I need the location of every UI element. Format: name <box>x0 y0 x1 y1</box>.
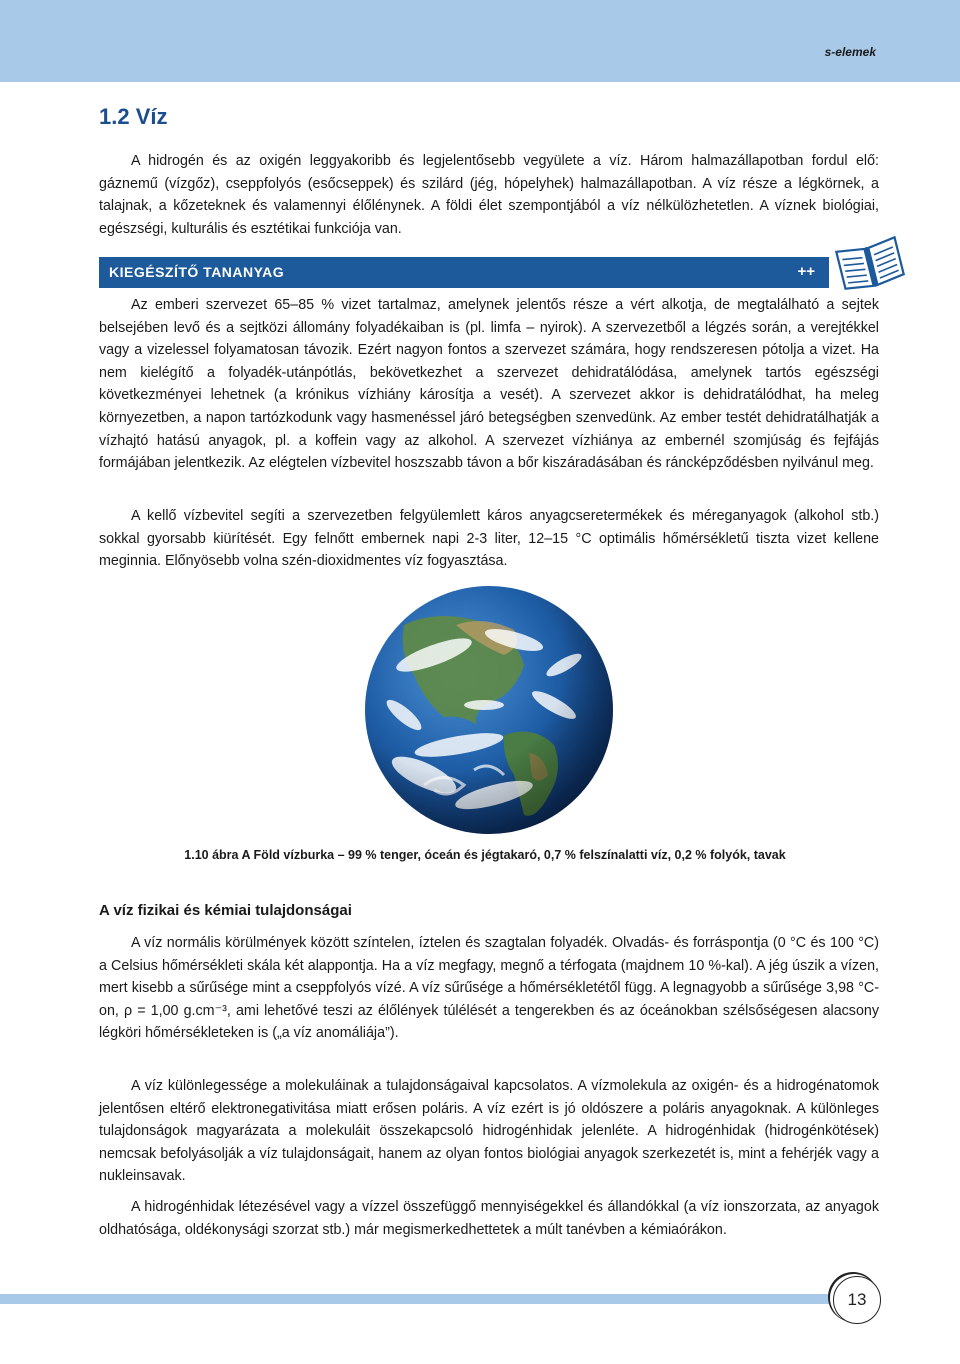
subsection-heading: A víz fizikai és kémiai tulajdonságai <box>99 902 352 919</box>
section-title: 1.2 Víz <box>99 104 168 129</box>
supplement-text-2: A kellő vízbevitel segíti a szervezetben felgyülemlett káros anyagcseretermékek és méreganyagok (alkohol stb.) sokkal gyorsabb kiürítését. Egy felnőtt embernek napi 2-3 liter, 12–15 °C optimális hőmérsékletű tiszta vizet kellene meginnia. Előnyösebb volna szén-dioxidmentes víz fogyasztása. <box>99 508 879 570</box>
physics-text-1: A víz normális körülmények között színtelen, íztelen és szagtalan folyadék. Olvadás- és forráspontja (0 °C és 100 °C) a Celsius hőmérsékleti skála két alappontja. Ha a víz megfagy, megnő a térfogata (majdnem 10 %-kal). A jég úszik a vízen, mert kisebb a sűrűsége mint a cseppfolyós vízé. A víz sűrűsége a hőmérsékletétől függ. A legnagyobb a sűrűsége 3,98 °C-on, ρ = 1,00 g.cm⁻³, ami lehetővé teszi az élőlények túlélését a tengerekben és az óceánokban szélsőségesen alacsony légköri hőmérsékleteken is („a víz anomáliája”). <box>99 935 879 1042</box>
page-number: 13 <box>847 1290 867 1309</box>
physics-text-3: A hidrogénhidak létezésével vagy a vízzel összefüggő mennyiségekkel és állandókkal (a víz ionszorzata, az anyagok oldhatósága, oldékonysági szorzat stb.) már megismerkedhettetek a múlt tanévben a kémiaórákon. <box>99 1199 879 1238</box>
supplement-paragraph-2 <box>99 505 879 573</box>
supplement-label: KIEGÉSZÍTŐ TANANYAG <box>109 264 285 280</box>
top-color-band <box>0 0 960 82</box>
figure-caption: 1.10 ábra A Föld vízburka – 99 % tenger, óceán és jégtakaró, 0,7 % felszínalatti víz, 0,2 % folyók, tavak <box>184 848 786 862</box>
supplement-bar <box>99 257 829 288</box>
open-book-icon <box>830 232 910 294</box>
page-number-badge <box>833 1276 881 1324</box>
intro-paragraph <box>99 150 879 240</box>
physics-paragraph-1 <box>99 932 879 1045</box>
intro-text: A hidrogén és az oxigén leggyakoribb és legjelentősebb vegyülete a víz. Három halmazállapotban fordul elő: gáznemű (vízgőz), cseppfolyós (esőcseppek) és szilárd (jég, hópelyhek) halmazállapotban. A víz része a légkörnek, a talajnak, a kőzeteknek és valamennyi élőlénynek. A földi élet szempontjából a víz nélkülözhetetlen. A víznek biológiai, egészségi, kulturális és esztétikai funkciója van. <box>99 153 879 237</box>
supplement-text-1: Az emberi szervezet 65–85 % vizet tartalmaz, amelynek jelentős része a vért alkotja, de megtalálható a sejtek belsejében levő és a sejtközi állomány folyadékaiban is (pl. limfa – nyirok). A szervezetből a légzés során, a verejtékkel vagy a vizelessel folyamatosan távozik. Ezért nagyon fontos a szervezet számára, hogy rendszeresen pótolja a vizet. Ha nem kielégítő a folyadék-utánpótlás, bekövetkezhet a szervezet dehidratálódása, amelynek tartós egészségi következményei lehetnek (a krónikus vízhiány károsítja a vesét). A szervezet akkor is dehidratálódhat, ha meleg környezetben, a napon tartózkodunk vagy hasmenéssel járó betegségben szenvedünk. Az ember testét dehidratálhatják a vízhajtó hatású anyagok, pl. a koffein vagy az alkohol. A szervezet vízhiánya az embernél szomjúság és fejfájás formájában jelentkezik. Az elégtelen vízbevitel hoszszabb távon a bőr kiszáradásában és ráncképződésben nyilvánul meg. <box>99 297 879 472</box>
earth-globe-image <box>364 585 614 835</box>
running-head: s-elemek <box>824 45 876 59</box>
footer-band <box>0 1294 830 1304</box>
physics-paragraph-3 <box>99 1196 879 1241</box>
physics-text-2: A víz különlegessége a molekuláinak a tulajdonságaival kapcsolatos. A vízmolekula az oxigén- és a hidrogénatomok jelentősen eltérő elektronegativitása miatt erősen poláris. A víz ezért is jó oldószere a poláris anyagoknak. A különleges tulajdonságok magyarázata a molekuláit összekapcsoló hidrogénhidak jelenléte. A hidrogénhidak (hidrogénkötések) nemcsak befolyásolják a víz tulajdonságait, hanem az olyan fontos biológiai anyagok szerkezetét is, mint a fehérjék vagy a nukleinsavak. <box>99 1078 879 1185</box>
supplement-level: ++ <box>797 263 815 280</box>
supplement-paragraph-1 <box>99 294 879 475</box>
physics-paragraph-2 <box>99 1075 879 1188</box>
